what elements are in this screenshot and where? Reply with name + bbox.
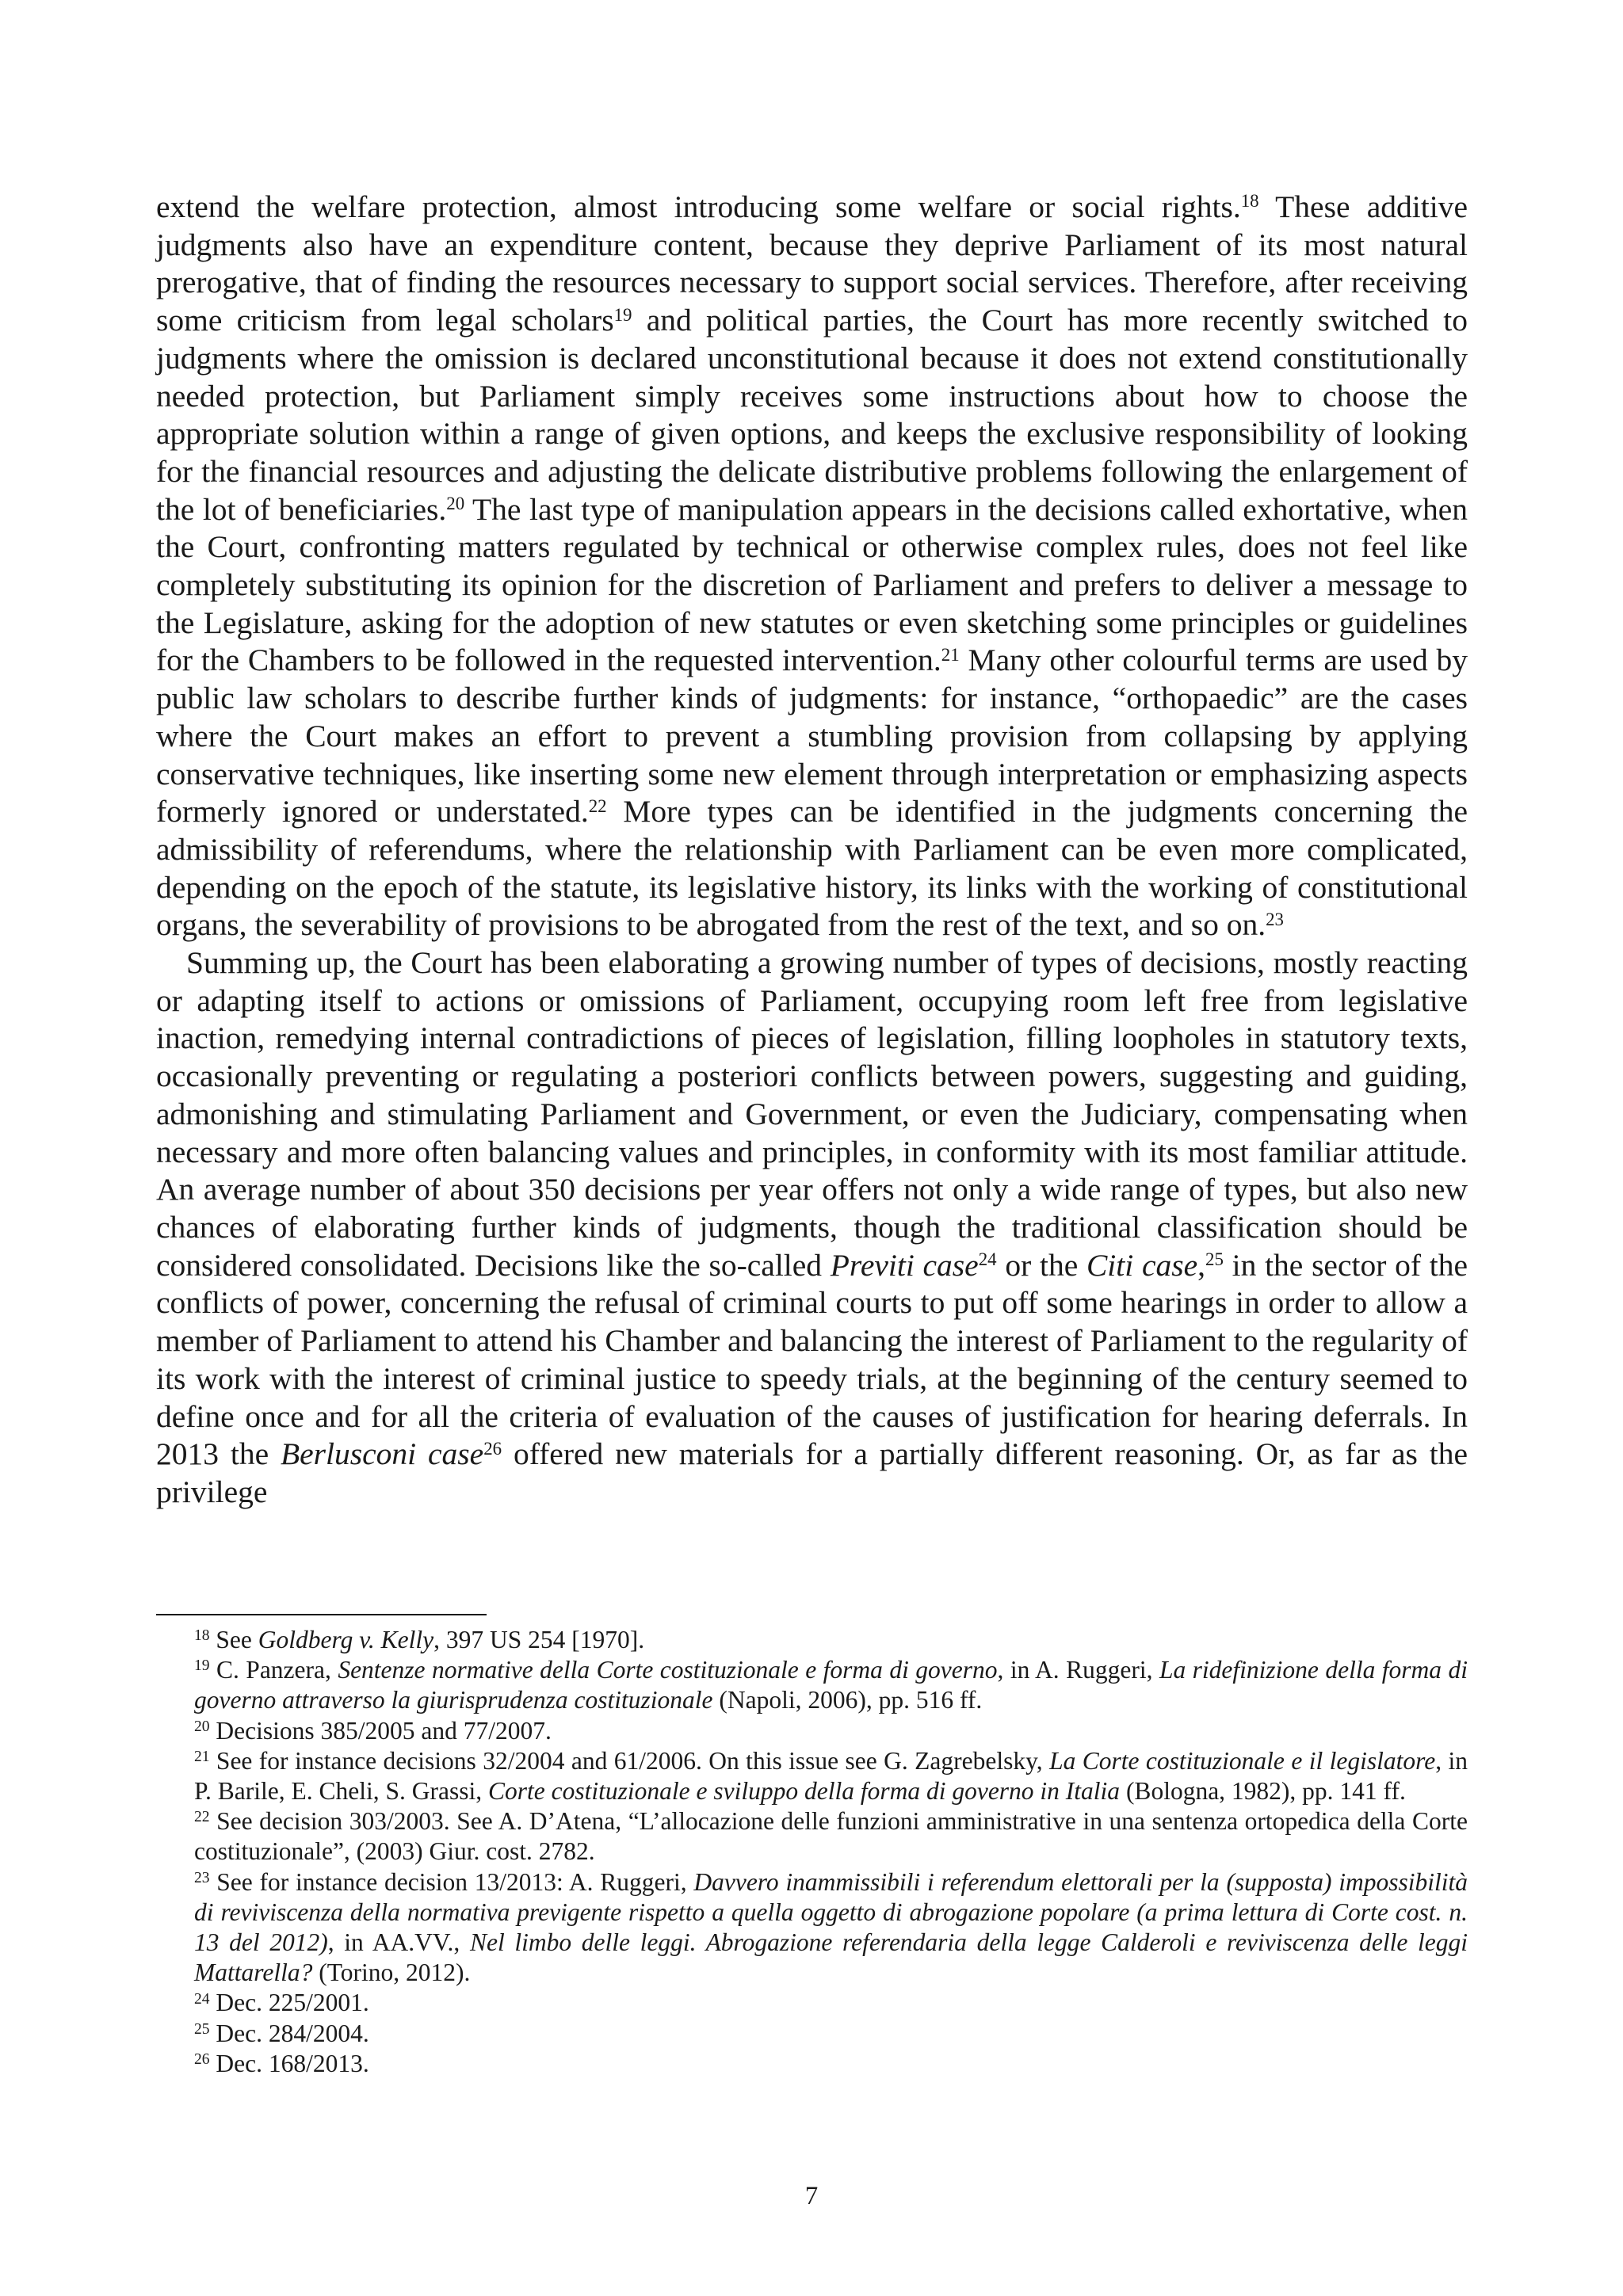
text-run: , 397 US 254 [1970]. [433, 1626, 645, 1653]
footnote-number [194, 1626, 210, 1653]
text-run: (Torino, 2012). [312, 1958, 471, 1987]
italic-text: Previti case [830, 1247, 979, 1283]
footnote-marker: 19 [194, 1657, 210, 1675]
text-run: C. Panzera, [209, 1656, 338, 1684]
text-run: The last type of manipulation appears in the decisions called exhortative, when the Court, confronting matters regulated by technical or otherwise complex rules, does not feel like completely substituting its opinion for the discretion of Parliament and prefers to deliver a message to the Legislature, asking for the adoption of new statutes or even sketching some principles or guidelines for the Chambers to be followed in the requested intervention. [156, 491, 1468, 678]
footnote-reference: 22 [588, 795, 607, 816]
footnote [156, 2019, 1468, 2049]
footnote [156, 1988, 1468, 2018]
text-run: Dec. 168/2013. [209, 2049, 369, 2077]
footnotes [156, 1625, 1468, 2079]
italic-text: Citi case [1086, 1247, 1198, 1283]
footnote-number [194, 1656, 210, 1684]
text-run: offered new materials for a partially different reasoning. Or, as far as the privilege [156, 1436, 1468, 1509]
italic-text: Davvero inammissibili i referendum elettorali per la (supposta) impossibilità di reviviscenza della normativa previgente rispetto a quella oggetto di abrogazione popolare (a prima lettura di Corte cost. n. 13 del 2012) [194, 1867, 1468, 1957]
footnote-marker: 23 [194, 1869, 210, 1886]
footnote-marker: 24 [194, 1990, 210, 2008]
footnote-reference: 20 [446, 494, 465, 514]
footnote-number [194, 1717, 210, 1745]
footnote [156, 1655, 1468, 1715]
page-number: 7 [804, 2182, 819, 2210]
text-run: Summing up, the Court has been elaborating a growing number of types of decisions, mostly reacting or adapting itself to actions or omissions of Parliament, occupying room left free from legislative inaction, remedying internal contradictions of pieces of legislation, filling loopholes in statutory texts, occasionally preventing or regulating a posteriori conflicts between powers, suggesting and guiding, admonishing and stimulating Parliament and Government, or even the Judiciary, compensating when necessary and more often balancing values and principles, in conformity with its most familiar attitude. An average number of about 350 decisions per year offers not only a wide range of types, but also new chances of elaborating further kinds of judgments, though the traditional classification should be considered consolidated. Decisions like the so-called [156, 945, 1468, 1283]
italic-text: La Corte costituzionale e il legislatore [1049, 1746, 1436, 1775]
text-run: Dec. 284/2004. [209, 2019, 369, 2047]
footnote-marker: 18 [194, 1627, 210, 1645]
footnote-reference: 24 [978, 1249, 997, 1270]
footnote [156, 1746, 1468, 1806]
footnote-marker: 25 [194, 2020, 210, 2038]
text-run: See for instance decisions 32/2004 and 61/2006. On this issue see G. Zagrebelsky, [209, 1746, 1050, 1775]
footnote [156, 1867, 1468, 1989]
text-run: , [1197, 1247, 1206, 1283]
paragraph [156, 189, 1468, 944]
paragraph [156, 944, 1468, 1512]
text-run: or the [996, 1247, 1086, 1283]
text-run: (Napoli, 2006), pp. 516 ff. [712, 1686, 983, 1714]
footnote-reference: 26 [483, 1438, 502, 1459]
text-run: , in AA.VV., [327, 1928, 470, 1957]
footnote-number [194, 1807, 210, 1835]
text-run: More types can be identified in the judgments concerning the admissibility of referendums, where the relationship with Parliament can be even more complicated, depending on the epoch of the statute, its legislative history, its links with the working of constitutional organs, the severability of provisions to be abrogated from the rest of the text, and so on. [156, 794, 1468, 943]
footnote-number [194, 1989, 210, 2016]
footnote-number [194, 1868, 210, 1896]
footnote-marker: 21 [194, 1749, 210, 1766]
footnote-reference: 25 [1205, 1249, 1224, 1270]
text-run: Decisions 385/2005 and 77/2007. [209, 1716, 552, 1745]
footnote [156, 1716, 1468, 1746]
italic-text: Goldberg v. Kelly [258, 1626, 434, 1653]
footnote [156, 1625, 1468, 1655]
footnote-number [194, 2019, 210, 2047]
italic-text: Corte costituzionale e sviluppo della forma di governo in Italia [488, 1777, 1121, 1806]
text-run: Dec. 225/2001. [209, 1989, 369, 2017]
footnote [156, 1806, 1468, 1867]
text-run: and political parties, the Court has more recently switched to judgments where the omission is declared unconstitutional because it does not extend constitutionally needed protection, but Parliament simply receives some instructions about how to choose the appropriate solution within a range of given options, and keeps the exclusive responsibility of looking for the financial resources and adjusting the delicate distributive problems following the enlargement of the lot of beneficiaries. [156, 303, 1468, 527]
footnote-marker: 20 [194, 1718, 210, 1735]
footnote-separator [156, 1614, 487, 1615]
text-run: See for instance decision 13/2013: A. Ruggeri, [209, 1867, 694, 1896]
text-run: Many other colourful terms are used by public law scholars to describe further kinds of judgments: for instance, “orthopaedic” are the cases where the Court makes an effort to prevent a stumbling provision from collapsing by applying conservative techniques, like inserting some new element through interpretation or emphasizing aspects formerly ignored or understated. [156, 643, 1468, 830]
text-run: See [209, 1626, 258, 1653]
footnote [156, 2049, 1468, 2079]
footnote-reference: 23 [1266, 909, 1284, 929]
italic-text: Nel limbo delle leggi. Abrogazione referendaria della legge Calderoli e reviviscenza delle leggi Mattarella? [194, 1928, 1468, 1987]
text-run: extend the welfare protection, almost introducing some welfare or social rights. [156, 189, 1241, 224]
footnote-reference: 18 [1240, 191, 1259, 212]
footnote-reference: 19 [613, 304, 632, 325]
text-run: (Bologna, 1982), pp. 141 ff. [1120, 1777, 1406, 1806]
text-run: , in P. Barile, E. Cheli, S. Grassi, [194, 1746, 1468, 1806]
italic-text: La ridefinizione della forma di governo attraverso la giurisprudenza costituzionale [194, 1656, 1468, 1714]
footnote-number [194, 2050, 210, 2077]
text-run: These additive judgments also have an expenditure content, because they deprive Parliament of its most natural prerogative, that of finding the resources necessary to support social services. Therefore, after receiving some criticism from legal scholars [156, 189, 1468, 338]
text-run: in the sector of the conflicts of power, concerning the refusal of criminal courts to put off some hearings in order to allow a member of Parliament to attend his Chamber and balancing the interest of Parliament to the regularity of its work with the interest of criminal justice to speedy trials, at the beginning of the century seemed to define once and for all the criteria of evaluation of the causes of justification for hearing deferrals. In 2013 the [156, 1247, 1468, 1472]
footnote-marker: 26 [194, 2051, 210, 2069]
footnote-number [194, 1747, 210, 1775]
footnote-marker: 22 [194, 1809, 210, 1826]
body-text [156, 189, 1468, 1512]
italic-text: Berlusconi case [281, 1436, 484, 1472]
text-run: , in A. Ruggeri, [997, 1656, 1159, 1684]
footnote-reference: 21 [941, 644, 960, 665]
italic-text: Sentenze normative della Corte costituzionale e forma di governo [338, 1656, 998, 1684]
text-run: See decision 303/2003. See A. D’Atena, “L’allocazione delle funzioni amministrative in una sentenza ortopedica della Corte costituzionale”, (2003) Giur. cost. 2782. [194, 1807, 1468, 1866]
